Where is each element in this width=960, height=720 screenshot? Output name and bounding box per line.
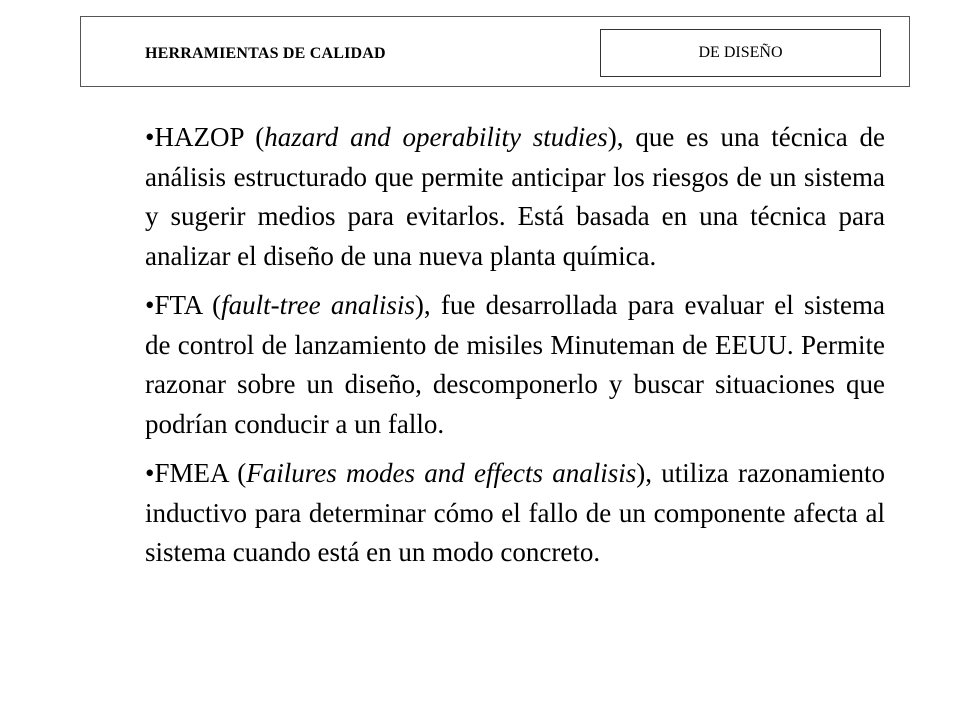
bullet-fta	[145, 286, 885, 444]
bullet-marker: •	[145, 290, 155, 320]
header-tag: DE DISEÑO	[600, 29, 881, 77]
bullet-marker: •	[145, 458, 155, 488]
bullet-body: ), que es una técnica de análisis estructurado que permite anticipar los riesgos de un sistema y sugerir medios para evitarlos. Está basada en una técnica para analizar el diseño de una nueva planta química.	[145, 122, 886, 271]
content-body	[145, 118, 885, 583]
header-title: HERRAMIENTAS DE CALIDAD	[145, 45, 386, 62]
bullet-body: ), fue desarrollada para evaluar el sistema de control de lanzamiento de misiles Minuteman de EEUU. Permite razonar sobre un diseño, descomponerlo y buscar situaciones que podrían conducir a un fallo.	[145, 290, 885, 439]
bullet-fmea	[145, 454, 885, 573]
bullet-marker: •	[145, 122, 155, 152]
bullet-lead: HAZOP (	[154, 122, 265, 152]
bullet-lead: FTA (	[154, 290, 222, 320]
bullet-body: ), utiliza razonamiento inductivo para determinar cómo el fallo de un componente afecta al sistema cuando está en un modo concreto.	[145, 458, 885, 567]
bullet-term: hazard and operability studies	[264, 122, 608, 152]
bullet-hazop	[145, 118, 885, 276]
header-box	[80, 16, 910, 87]
bullet-term: Failures modes and effects analisis	[246, 458, 637, 488]
bullet-lead: FMEA (	[154, 458, 247, 488]
bullet-term: fault-tree analisis	[221, 290, 415, 320]
